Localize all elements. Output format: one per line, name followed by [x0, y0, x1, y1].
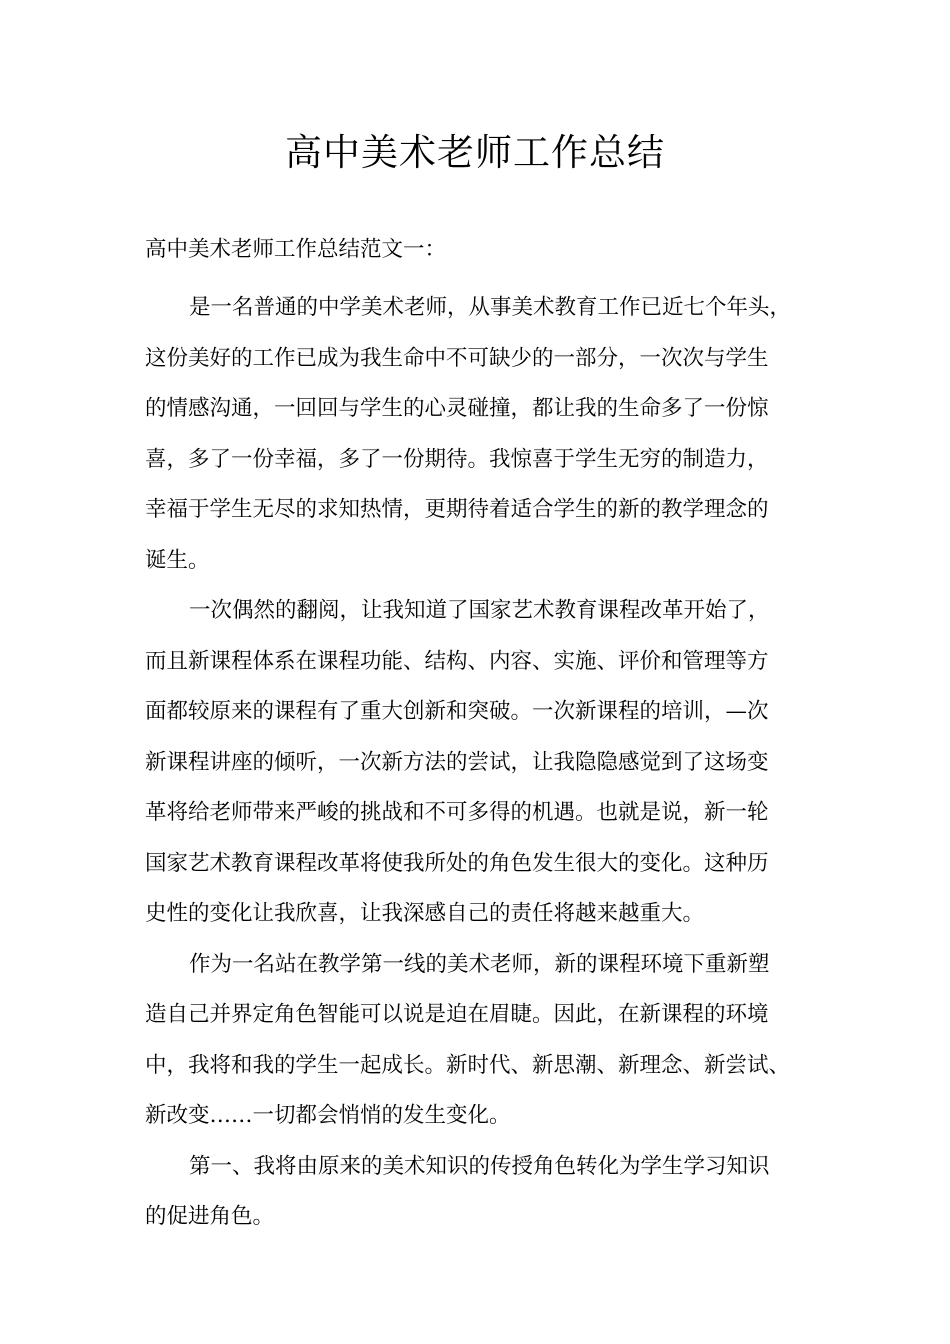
paragraph-1 [145, 283, 835, 586]
text-line: 革将给老师带来严峻的挑战和不可多得的机遇。也就是说，新一轮 [145, 800, 769, 825]
text-line: 作为一名站在教学第一线的美术老师，新的课程环境下重新塑 [189, 951, 770, 977]
text-line: 的促进角色。 [145, 1204, 275, 1229]
paragraph-2 [145, 586, 835, 940]
paragraph-3 [145, 940, 835, 1142]
document-body [145, 283, 835, 1243]
paragraph-4 [145, 1142, 835, 1243]
text-line: 面都较原来的课程有了重大创新和突破。一次新课程的培训，—次 [145, 699, 769, 724]
text-line: 新课程讲座的倾听，一次新方法的尝试，让我隐隐感觉到了这场变 [145, 749, 769, 775]
text-line: 中，我将和我的学生一起成长。新时代、新思潮、新理念、新尝试、 [145, 1052, 791, 1078]
text-line: 喜，多了一份幸福，多了一份期待。我惊喜于学生无穷的制造力， [145, 446, 769, 472]
text-line: 第一、我将由原来的美术知识的传授角色转化为学生学习知识 [189, 1153, 770, 1179]
text-line: 而且新课程体系在课程功能、结构、内容、实施、评价和管理等方 [145, 648, 769, 674]
text-line: 是一名普通的中学美术老师，从事美术教育工作已近七个年头， [189, 295, 792, 320]
text-line: 新改变……一切都会悄悄的发生变化。 [145, 1103, 511, 1128]
text-line: 诞生。 [145, 547, 210, 573]
text-line: 造自己并界定角色智能可以说是迫在眉睫。因此，在新课程的环境 [145, 1002, 769, 1027]
text-line: 国家艺术教育课程改革将使我所处的角色发生很大的变化。这种历 [145, 850, 769, 876]
text-line: 一次偶然的翻阅，让我知道了国家艺术教育课程改革开始了， [189, 598, 770, 623]
text-line: 的情感沟通，一回回与学生的心灵碰撞，都让我的生命多了一份惊 [145, 396, 769, 421]
document-title: 高中美术老师工作总结 [285, 131, 665, 174]
text-line: 幸福于学生无尽的求知热情，更期待着适合学生的新的教学理念的 [145, 497, 769, 522]
text-line: 史性的变化让我欣喜，让我深感自己的责任将越来越重大。 [145, 901, 705, 926]
text-line: 这份美好的工作已成为我生命中不可缺少的一部分，一次次与学生 [145, 345, 769, 371]
document-subtitle: 高中美术老师工作总结范文一： [145, 237, 447, 262]
